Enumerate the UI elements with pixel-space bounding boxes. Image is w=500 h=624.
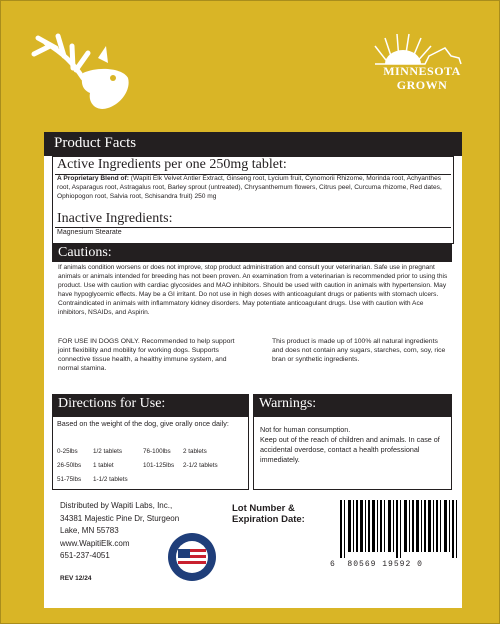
dose-weight: 0-25lbs: [57, 448, 78, 455]
dose-weight: 101-125lbs: [143, 462, 175, 469]
mn-grown-line2: GROWN: [396, 78, 448, 92]
cautions-header: [52, 244, 452, 262]
inactive-ingredients-text: Magnesium Stearate: [57, 229, 122, 236]
inactive-ingredients-title: Inactive Ingredients:: [57, 211, 173, 226]
barcode-digit: 19592: [382, 560, 412, 569]
warning-line: Keep out of the reach of children and animals. In case of accidental overdose, contact a health professional immediately.: [260, 435, 440, 464]
website-text: www.WapitiElk.com: [60, 538, 130, 548]
blend-label: A Proprietary Blend of:: [57, 175, 129, 182]
directions-intro: Based on the weight of the dog, give orally once daily:: [57, 419, 229, 428]
dose-amount: 2-1/2 tablets: [183, 462, 218, 469]
active-ingredients-text: [57, 175, 449, 201]
revision-text: REV 12/24: [60, 575, 92, 582]
dose-amount: 2 tablets: [183, 448, 207, 455]
dose-amount: 1/2 tablets: [93, 448, 123, 455]
warnings-box: [253, 416, 452, 490]
barcode-digit: 80569: [347, 560, 377, 569]
ingredients-box: [52, 156, 454, 244]
dose-amount: 1-1/2 tablets: [93, 476, 128, 483]
elk-logo-icon: [28, 18, 138, 113]
product-facts-header: [44, 132, 462, 156]
cautions-title: Cautions:: [58, 245, 112, 260]
dose-weight: 51-75lbs: [57, 476, 82, 483]
mn-grown-line1: MINNESOTA: [383, 64, 461, 78]
directions-box: [52, 416, 249, 490]
natural-ingredients-text: This product is made up of 100% all natural ingredients and does not contain any sugars, starches, corn, soy, rice bran or synthetic ingredients.: [272, 338, 446, 363]
distributor-line: 34381 Majestic Pine Dr, Sturgeon: [60, 513, 180, 523]
lot-line: Expiration Date:: [232, 514, 305, 525]
distributor-line: Distributed by Wapiti Labs, Inc.,: [60, 501, 173, 510]
divider: [55, 227, 451, 228]
distributor-line: Lake, MN 55783: [60, 526, 119, 535]
directions-header: [52, 394, 249, 416]
blend-text: (Wapiti Elk Velvet Antler Extract, Ginseng root, Lycium fruit, Cynomorii Rhizome, Morinda root, Achyanthes root, Asparagus root, Astragalus root, Barley sprout (untreated), Chrysanthemum flowers, Citrus peel, Curcuma rhizome, Red dates, Ophiopogon root, Salvia root, Schisandra fruit) 250 mg: [57, 175, 442, 200]
barcode-icon: [336, 500, 460, 558]
warnings-text: [260, 425, 448, 465]
warnings-header: [253, 394, 452, 416]
barcode-digit: 0: [417, 560, 423, 569]
active-ingredients-title: Active Ingredients per one 250mg tablet:: [57, 157, 287, 172]
dose-weight: 26-50lbs: [57, 462, 82, 469]
warnings-title: Warnings:: [259, 396, 317, 411]
barcode-digits: [330, 560, 462, 569]
warning-line: Not for human consumption.: [260, 425, 351, 434]
cautions-text: If animals condition worsens or does not improve, stop product administration and consult your veterinarian. Safe use in pregnant animals or animals intended for breeding has not been proven. An examination from a veterinarian is recommended prior to using this product. Use with caution with cardiac glycosides and MAO inhibitors. Should be used with caution in animals with hypertension. May have hypoglycemic effects. May be a GI irritant. Do not use in high doses with anticoagulant drugs or patients with stomach ulcers. Contraindicated in animals with inflammatory kidney disorders. May potentiate anticoagulant drugs. Use with caution with Ace inhibitors, NSAIDs, and Aspirin.: [58, 264, 448, 316]
barcode-digit: 6: [330, 560, 336, 569]
directions-title: Directions for Use:: [58, 396, 166, 411]
product-facts-title: Product Facts: [54, 135, 137, 151]
dose-amount: 1 tablet: [93, 462, 114, 469]
lot-line: Lot Number &: [232, 503, 295, 514]
veteran-owned-seal-icon: [167, 532, 217, 582]
lot-expiration-label: [232, 503, 342, 525]
usage-text: FOR USE IN DOGS ONLY. Recommended to help support joint flexibility and mobility for working dogs. Supports connective tissue health, a healthy immune system, and normal stamina.: [58, 338, 235, 372]
dose-weight: 76-100lbs: [143, 448, 171, 455]
phone-text: 651-237-4051: [60, 551, 110, 560]
